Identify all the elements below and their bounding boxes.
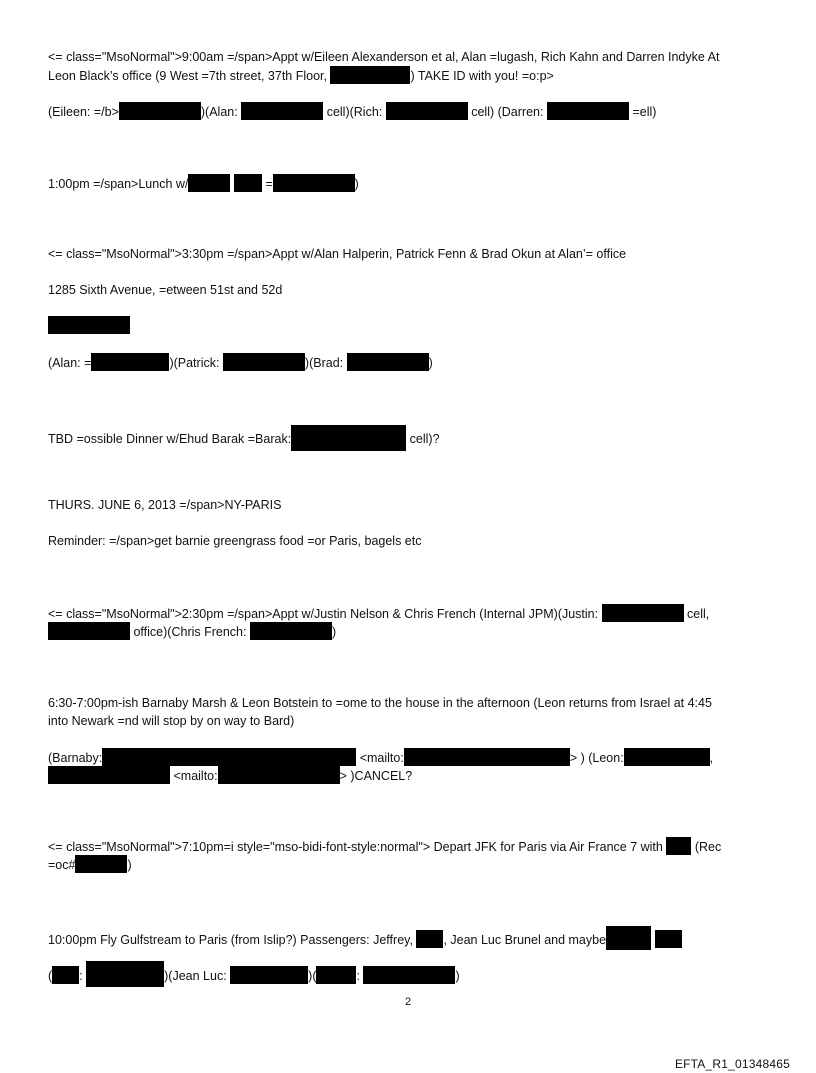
- redaction: [86, 961, 164, 987]
- entry-contacts-1530: (Alan: = )(Patrick: )(Brad: ): [48, 353, 433, 372]
- entry-address: 1285 Sixth Avenue, =etween 51st and 52d: [48, 283, 283, 297]
- entry-contacts-visit-line1: (Barnaby: <mailto: > ) (Leon: ,: [48, 748, 713, 767]
- redaction: [234, 174, 262, 192]
- redaction: [48, 622, 130, 640]
- redaction: [230, 966, 308, 984]
- redaction: [655, 930, 682, 948]
- entry-appt-1530: <= class="MsoNormal">3:30pm =/span>Appt w/Alan Halperin, Patrick Fenn & Brad Okun at Alan’= office: [48, 247, 627, 261]
- redaction: [291, 425, 406, 451]
- entry-depart-jfk-line2: =oc# ): [48, 855, 132, 874]
- entry-contacts-visit-line2: <mailto: > )CANCEL?: [48, 766, 412, 785]
- redaction: [188, 174, 230, 192]
- redaction: [91, 353, 169, 371]
- redaction: [52, 966, 79, 984]
- redaction: [75, 855, 127, 873]
- entry-visit-line2: into Newark =nd will stop by on way to Bard): [48, 714, 295, 728]
- redaction-block: [48, 316, 130, 334]
- redaction: [404, 748, 570, 766]
- document-id-footer: EFTA_R1_01348465: [674, 1057, 790, 1071]
- entry-date-header: THURS. JUNE 6, 2013 =/span>NY-PARIS: [48, 498, 282, 512]
- entry-lunch-1300: 1:00pm =/span>Lunch w/ = ): [48, 174, 359, 193]
- redaction: [347, 353, 429, 371]
- redaction: [386, 102, 468, 120]
- entry-appt-1430-line1: <= class="MsoNormal">2:30pm =/span>Appt w/Justin Nelson & Chris French (Internal JPM)(Justin: cell,: [48, 604, 709, 623]
- redaction: [316, 966, 356, 984]
- entry-appt-0900-line1: <= class="MsoNormal">9:00am =/span>Appt w/Eileen Alexanderson et al, Alan =lugash, Rich Kahn and Darren Indyke At: [48, 50, 720, 64]
- entry-gulfstream: 10:00pm Fly Gulfstream to Paris (from Islip?) Passengers: Jeffrey, , Jean Luc Brunel and maybe: [48, 926, 682, 950]
- redaction: [602, 604, 684, 622]
- entry-visit-line1: 6:30-7:00pm-ish Barnaby Marsh & Leon Botstein to =ome to the house in the afternoon (Leon returns from Israel at 4:45: [48, 696, 712, 710]
- redaction: [416, 930, 443, 948]
- entry-dinner-tbd: TBD =ossible Dinner w/Ehud Barak =Barak: cell)?: [48, 425, 440, 451]
- redaction: [241, 102, 323, 120]
- entry-reminder: Reminder: =/span>get barnie greengrass food =or Paris, bagels etc: [48, 534, 422, 548]
- redaction: [48, 766, 170, 784]
- redaction: [250, 622, 332, 640]
- entry-appt-1430-line2: office)(Chris French: ): [48, 622, 336, 641]
- redaction: [666, 837, 691, 855]
- redaction: [223, 353, 305, 371]
- redaction: [624, 748, 710, 766]
- entry-contacts-0900: (Eileen: =/b> )(Alan: cell)(Rich: cell) (Darren: =ell): [48, 102, 656, 121]
- redaction: [330, 66, 410, 84]
- redaction: [363, 966, 455, 984]
- entry-contacts-gulfstream: ( : )(Jean Luc: )( : ): [48, 961, 460, 987]
- page-number: 2: [404, 996, 412, 1008]
- entry-depart-jfk-line1: <= class="MsoNormal">7:10pm=i style="mso-bidi-font-style:normal"> Depart JFK for Paris via Air France 7 with (Rec: [48, 837, 721, 856]
- entry-appt-0900-line2: Leon Black’s office (9 West =7th street, 37th Floor, ) TAKE ID with you! =o:p>: [48, 66, 554, 85]
- redaction: [547, 102, 629, 120]
- redaction: [218, 766, 340, 784]
- redaction: [606, 926, 651, 950]
- redaction: [102, 748, 356, 766]
- redaction: [119, 102, 201, 120]
- redaction: [273, 174, 355, 192]
